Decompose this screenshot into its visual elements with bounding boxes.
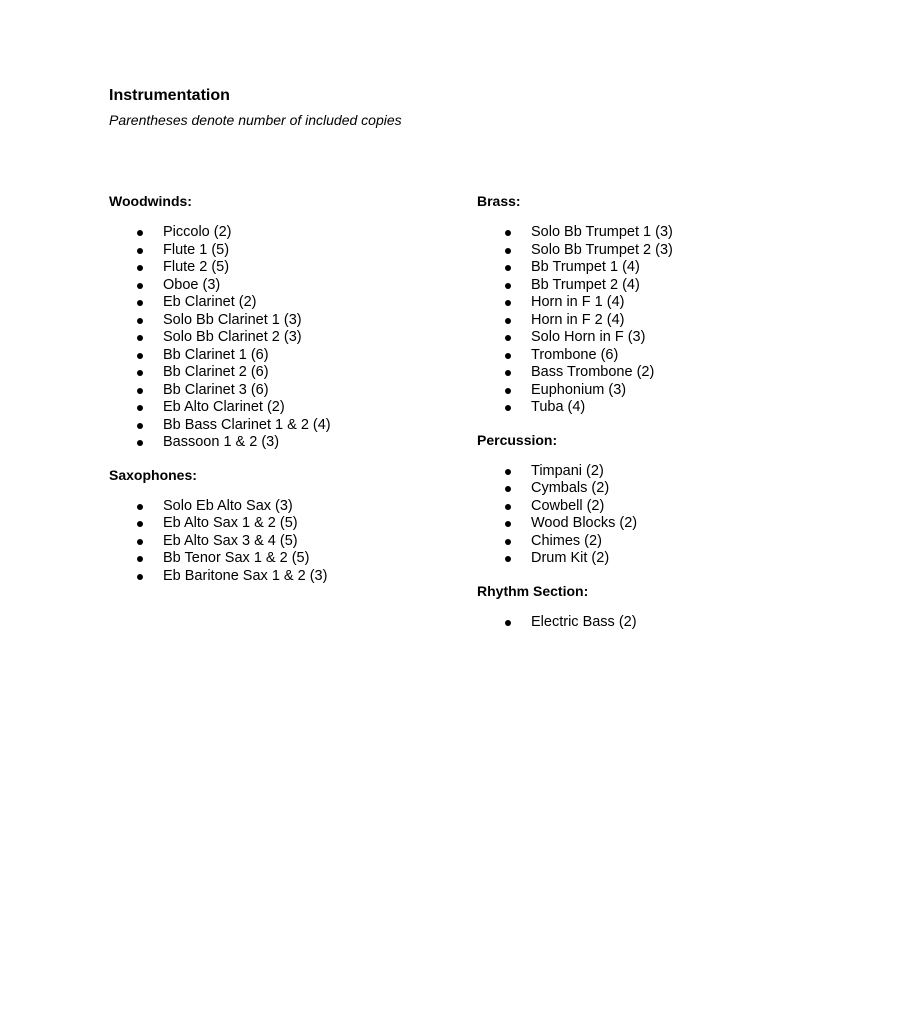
percussion-section — [477, 431, 837, 568]
list-item-label: Cowbell (2) — [531, 497, 605, 514]
percussion-heading: Percussion: — [477, 431, 558, 448]
list-item-label: Solo Horn in F (3) — [531, 329, 646, 345]
list-item — [109, 434, 449, 452]
list-item-label: Bb Tenor Sax 1 & 2 (5) — [163, 550, 310, 566]
list-item — [109, 312, 449, 330]
bullet-icon — [505, 300, 511, 306]
list-item — [477, 312, 837, 330]
bullet-icon — [505, 620, 511, 626]
left-column — [109, 192, 449, 599]
brass-section — [477, 192, 837, 417]
list-item-label: Oboe (3) — [163, 276, 221, 293]
brass-list — [477, 224, 837, 417]
list-item-label: Eb Alto Sax 3 & 4 (5) — [163, 532, 298, 549]
list-item — [477, 382, 837, 400]
woodwinds-section — [109, 192, 449, 452]
list-item-label: Horn in F 1 (4) — [531, 294, 625, 310]
bullet-icon — [137, 574, 143, 580]
list-item-label: Bass Trombone (2) — [531, 364, 655, 380]
percussion-list — [477, 463, 837, 568]
list-item-label: Piccolo (2) — [163, 224, 232, 240]
list-item-label: Bb Trumpet 2 (4) — [531, 276, 640, 293]
bullet-icon — [137, 283, 143, 289]
bullet-icon — [137, 353, 143, 359]
list-item — [477, 347, 837, 365]
page-subtitle: Parentheses denote number of included copies — [109, 112, 402, 128]
bullet-icon — [137, 556, 143, 562]
bullet-icon — [505, 353, 511, 359]
list-item-label: Flute 1 (5) — [163, 241, 230, 258]
bullet-icon — [137, 318, 143, 324]
list-item-label: Bb Clarinet 2 (6) — [163, 364, 269, 380]
list-item — [109, 568, 449, 586]
bullet-icon — [505, 283, 511, 289]
list-item-label: Solo Bb Trumpet 2 (3) — [531, 241, 673, 258]
list-item — [477, 364, 837, 382]
bullet-icon — [137, 539, 143, 545]
list-item — [477, 399, 837, 417]
list-item-label: Euphonium (3) — [531, 381, 627, 398]
rhythm-list — [477, 614, 837, 632]
list-item — [477, 463, 837, 481]
list-item-label: Bb Bass Clarinet 1 & 2 (4) — [163, 416, 331, 433]
list-item-label: Electric Bass (2) — [531, 613, 637, 630]
bullet-icon — [505, 370, 511, 376]
list-item — [109, 382, 449, 400]
list-item-label: Timpani (2) — [531, 462, 604, 479]
bullet-icon — [137, 388, 143, 394]
bullet-icon — [137, 335, 143, 341]
bullet-icon — [505, 521, 511, 527]
list-item — [477, 224, 837, 242]
list-item — [109, 498, 449, 516]
list-item — [477, 329, 837, 347]
list-item-label: Drum Kit (2) — [531, 550, 610, 566]
bullet-icon — [137, 440, 143, 446]
list-item-label: Solo Bb Trumpet 1 (3) — [531, 224, 673, 240]
list-item-label: Solo Bb Clarinet 1 (3) — [163, 311, 302, 328]
list-item — [477, 242, 837, 260]
bullet-icon — [505, 504, 511, 510]
list-item-label: Flute 2 (5) — [163, 259, 230, 275]
list-item — [109, 242, 449, 260]
list-item-label: Trombone (6) — [531, 346, 619, 363]
bullet-icon — [505, 539, 511, 545]
list-item-label: Solo Eb Alto Sax (3) — [163, 497, 293, 514]
list-item — [109, 550, 449, 568]
list-item-label: Wood Blocks (2) — [531, 515, 638, 531]
list-item-label: Horn in F 2 (4) — [531, 311, 625, 328]
list-item — [477, 533, 837, 551]
list-item-label: Bb Clarinet 1 (6) — [163, 346, 269, 363]
saxophones-heading: Saxophones: — [109, 466, 197, 483]
list-item — [109, 277, 449, 295]
list-item — [109, 224, 449, 242]
list-item-label: Tuba (4) — [531, 399, 586, 415]
list-item — [109, 347, 449, 365]
bullet-icon — [505, 248, 511, 254]
bullet-icon — [137, 405, 143, 411]
list-item — [477, 498, 837, 516]
rhythm-heading: Rhythm Section: — [477, 582, 589, 599]
bullet-icon — [505, 318, 511, 324]
right-column — [477, 192, 837, 645]
list-item — [109, 399, 449, 417]
bullet-icon — [505, 265, 511, 271]
list-item — [477, 259, 837, 277]
bullet-icon — [505, 335, 511, 341]
list-item — [477, 277, 837, 295]
list-item — [109, 294, 449, 312]
list-item — [477, 550, 837, 568]
brass-heading: Brass: — [477, 193, 521, 209]
list-item — [477, 614, 837, 632]
bullet-icon — [137, 230, 143, 236]
rhythm-section — [477, 582, 837, 632]
bullet-icon — [137, 423, 143, 429]
bullet-icon — [505, 469, 511, 475]
bullet-icon — [505, 388, 511, 394]
list-item-label: Cymbals (2) — [531, 480, 610, 496]
saxophones-list — [109, 498, 449, 586]
bullet-icon — [137, 370, 143, 376]
list-item — [477, 480, 837, 498]
list-item — [109, 417, 449, 435]
bullet-icon — [137, 300, 143, 306]
list-item-label: Eb Alto Clarinet (2) — [163, 399, 285, 415]
bullet-icon — [505, 556, 511, 562]
list-item — [109, 329, 449, 347]
bullet-icon — [505, 486, 511, 492]
list-item — [109, 533, 449, 551]
list-item — [109, 515, 449, 533]
bullet-icon — [137, 265, 143, 271]
page-title: Instrumentation — [109, 87, 230, 104]
woodwinds-list — [109, 224, 449, 452]
list-item — [109, 259, 449, 277]
list-item-label: Eb Clarinet (2) — [163, 294, 257, 310]
bullet-icon — [137, 521, 143, 527]
bullet-icon — [505, 230, 511, 236]
woodwinds-heading: Woodwinds: — [109, 193, 192, 209]
list-item-label: Bb Trumpet 1 (4) — [531, 259, 640, 275]
list-item-label: Chimes (2) — [531, 532, 602, 549]
list-item — [477, 515, 837, 533]
bullet-icon — [137, 504, 143, 510]
list-item-label: Solo Bb Clarinet 2 (3) — [163, 329, 302, 345]
list-item — [477, 294, 837, 312]
saxophones-section — [109, 466, 449, 586]
list-item-label: Bb Clarinet 3 (6) — [163, 381, 269, 398]
bullet-icon — [137, 248, 143, 254]
list-item-label: Eb Baritone Sax 1 & 2 (3) — [163, 567, 328, 584]
bullet-icon — [505, 405, 511, 411]
list-item — [109, 364, 449, 382]
list-item-label: Bassoon 1 & 2 (3) — [163, 434, 280, 450]
list-item-label: Eb Alto Sax 1 & 2 (5) — [163, 515, 298, 531]
